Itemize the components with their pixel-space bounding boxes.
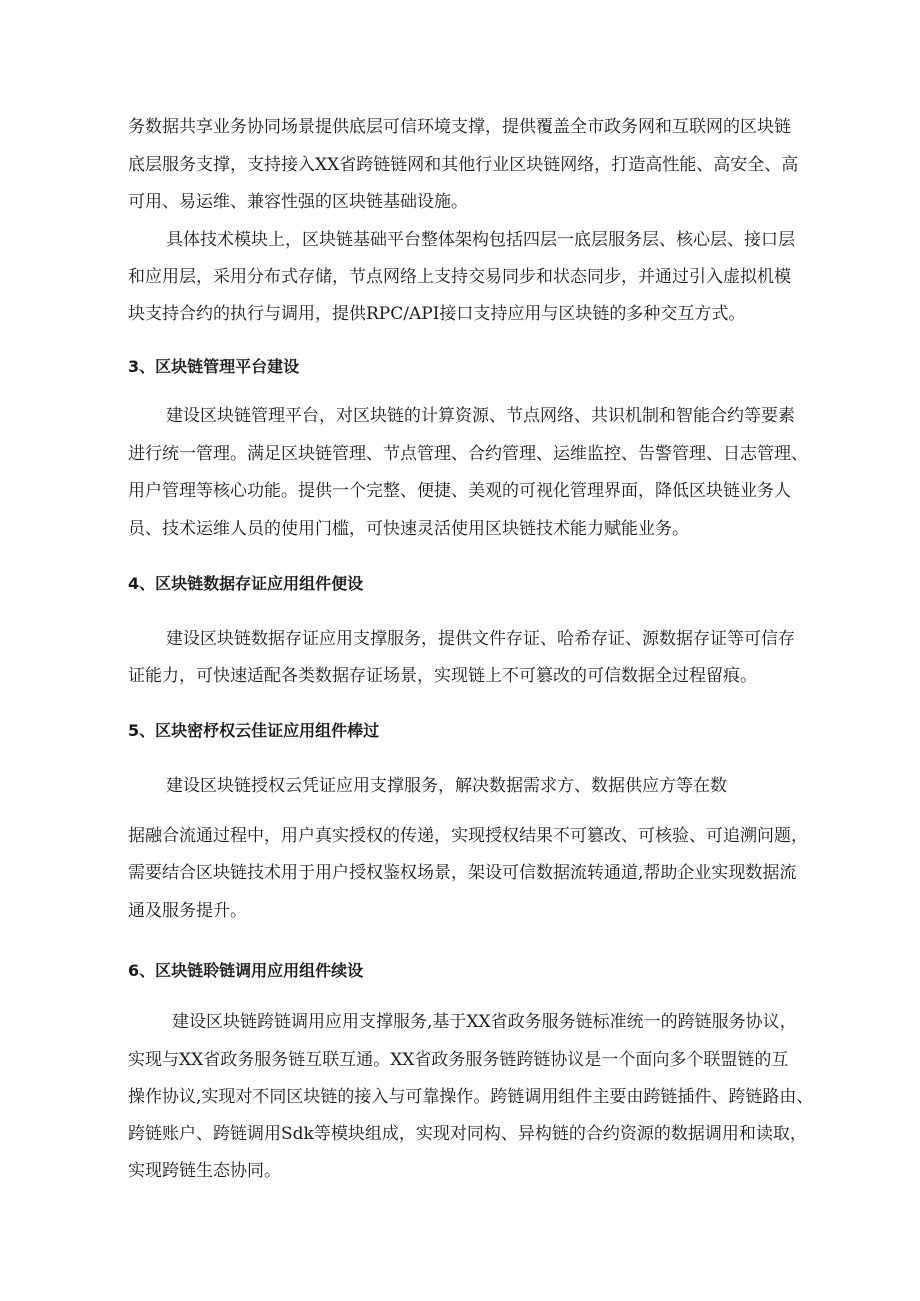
paragraph-line: 建设区块链授权云凭证应用支撑服务，解决数据需求方、数据供应方等在数 (166, 776, 727, 796)
paragraph-line: 建设区块链管理平台，对区块链的计算资源、节点网络、共识机制和智能合约等要素 (166, 406, 795, 426)
paragraph-line: 可用、易运维、兼容性强的区块链基础设施。 (128, 192, 468, 212)
paragraph-line: 进行统一管理。满足区块链管理、节点管理、合约管理、运维监控、告警管理、日志管理、 (128, 444, 808, 464)
paragraph-line: 跨链账户、跨链调用Sdk等模块组成，实现对同构、异构链的合约资源的数据调用和读取， (128, 1124, 807, 1144)
paragraph-line: 实现与XX省政务服务链互联互通。XX省政务服务链跨链协议是一个面向多个联盟链的互 (128, 1050, 789, 1070)
paragraph-line: 通及服务提升。 (128, 901, 247, 921)
paragraph-line: 和应用层，采用分布式存储，节点网络上支持交易同步和状态同步，并通过引入虚拟机模 (128, 267, 791, 287)
paragraph-line: 员、技术运维人员的使用门槛，可快速灵活使用区块链技术能力赋能业务。 (128, 519, 689, 539)
paragraph-line: 实现跨链生态协同。 (128, 1161, 281, 1181)
paragraph-line: 建设区块链跨链调用应用支撑服务,基于XX省政务服务链标准统一的跨链服务协议， (172, 1012, 797, 1032)
paragraph-line: 据融合流通过程中，用户真实授权的传递，实现授权结果不可篡改、可核验、可追溯问题， (128, 826, 808, 846)
paragraph-line: 操作协议,实现对不同区块链的接入与可靠操作。跨链调用组件主要由跨链插件、跨链路由、 (128, 1087, 814, 1107)
paragraph-line: 具体技术模块上，区块链基础平台整体架构包括四层一底层服务层、核心层、接口层 (166, 230, 795, 250)
paragraph-line: 建设区块链数据存证应用支撑服务，提供文件存证、哈希存证、源数据存证等可信存 (166, 629, 795, 649)
paragraph-line: 需要结合区块链技术用于用户授权鉴权场景，架设可信数据流转通道,帮助企业实现数据流 (128, 863, 797, 883)
section-heading: 3、区块链管理平台建设 (128, 357, 300, 376)
section-heading: 4、区块链数据存证应用组件便设 (128, 574, 364, 593)
paragraph-line: 底层服务支撑，支持接入XX省跨链链网和其他行业区块链网络，打造高性能、高安全、高 (128, 155, 799, 175)
paragraph-line: 块支持合约的执行与调用，提供RPC/API接口支持应用与区块链的多种交互方式。 (128, 304, 746, 324)
section-heading: 5、区块密杼权云佳证应用组件棒过 (128, 721, 380, 740)
paragraph-line: 务数据共享业务协同场景提供底层可信环境支撑，提供覆盖全市政务网和互联网的区块链 (128, 117, 791, 137)
paragraph-line: 证能力，可快速适配各类数据存证场景，实现链上不可篡改的可信数据全过程留痕。 (128, 666, 757, 686)
paragraph-line: 用户管理等核心功能。提供一个完整、便捷、美观的可视化管理界面，降低区块链业务人 (128, 481, 791, 501)
section-heading: 6、区块链聆链调用应用组件续设 (128, 961, 364, 980)
